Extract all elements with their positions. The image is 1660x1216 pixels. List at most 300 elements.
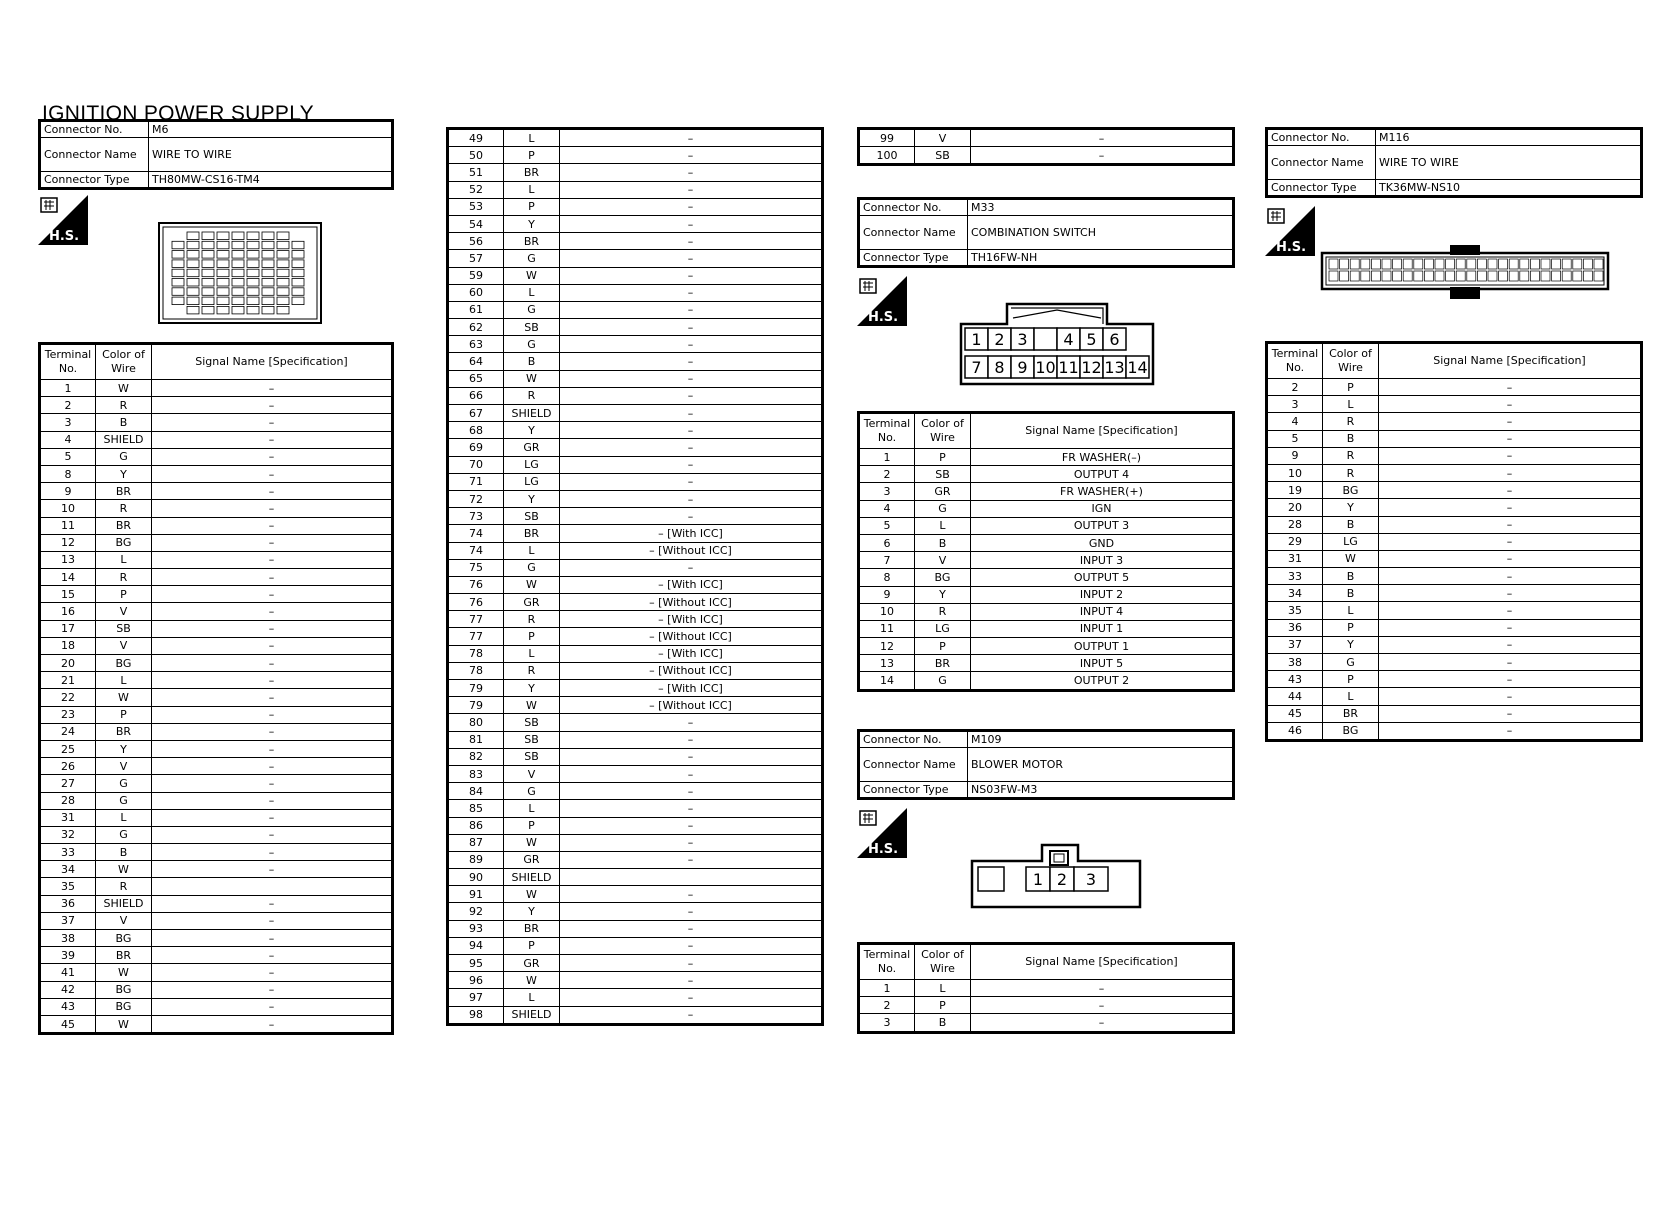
pin-number: 11	[1058, 358, 1079, 377]
table-row	[40, 878, 393, 895]
signal-name-cell: –	[560, 851, 823, 868]
signal-name-cell: –	[152, 431, 393, 448]
terminal-no-cell: 86	[448, 817, 504, 834]
signal-name-cell: INPUT 4	[971, 603, 1234, 620]
wire-color-cell: Y	[96, 465, 152, 482]
wire-color-cell: Y	[504, 422, 560, 439]
signal-name-cell: INPUT 3	[971, 552, 1234, 569]
wire-color-cell: B	[96, 414, 152, 431]
wire-color-cell: L	[96, 551, 152, 568]
connector-pin	[277, 297, 289, 305]
wire-color-cell: B	[1323, 585, 1379, 602]
table-row	[40, 620, 393, 637]
wire-color-cell: BG	[96, 534, 152, 551]
table-row	[40, 534, 393, 551]
table-row	[448, 336, 823, 353]
terminal-no-cell: 53	[448, 198, 504, 215]
terminal-no-cell: 33	[1267, 568, 1323, 585]
table-row	[40, 844, 393, 861]
table-row	[40, 809, 393, 826]
connector-pin	[1340, 259, 1349, 269]
connector-pin	[1435, 271, 1444, 281]
pin-number: 5	[1086, 330, 1097, 349]
signal-name-cell: –	[152, 586, 393, 603]
wire-color-cell: SHIELD	[504, 405, 560, 422]
m6-terminal-table	[38, 342, 394, 1035]
wire-color-cell: V	[915, 129, 971, 147]
table-row	[448, 920, 823, 937]
wire-color-cell: L	[504, 284, 560, 301]
m109-connector-diagram	[970, 843, 1142, 909]
connector-pin	[1424, 271, 1433, 281]
connector-pin	[1530, 271, 1539, 281]
signal-name-cell: OUTPUT 2	[971, 672, 1234, 690]
table-row	[1267, 602, 1642, 619]
connector-pin	[217, 288, 229, 296]
pin-number: 13	[1104, 358, 1125, 377]
wire-color-cell: V	[915, 552, 971, 569]
hs-icon	[1265, 206, 1315, 256]
signal-name-cell: –	[560, 405, 823, 422]
signal-name-cell: –	[560, 473, 823, 490]
connector-name-label: Connector Name	[1267, 146, 1376, 180]
terminal-no-cell: 54	[448, 215, 504, 232]
signal-name-cell: –	[560, 233, 823, 250]
terminal-no-cell: 16	[40, 603, 96, 620]
signal-name-cell: –	[971, 147, 1234, 165]
wire-color-cell: Y	[504, 903, 560, 920]
terminal-no-cell: 1	[40, 380, 96, 397]
pin-number: 4	[1063, 330, 1074, 349]
connector-pin	[1435, 259, 1444, 269]
wire-color-cell: B	[504, 353, 560, 370]
signal-name-header: Signal Name [Specification]	[971, 413, 1234, 449]
terminal-no-cell: 4	[40, 431, 96, 448]
connector-pin	[1382, 259, 1391, 269]
wire-color-cell: GR	[504, 955, 560, 972]
signal-name-cell: –	[560, 834, 823, 851]
terminal-no-cell: 8	[859, 569, 915, 586]
m109-connector-no: M109	[968, 731, 1234, 748]
wire-color-cell: P	[504, 937, 560, 954]
connector-pin	[232, 251, 244, 259]
m33-connector-type: TH16FW-NH	[968, 250, 1234, 267]
terminal-no-cell: 82	[448, 748, 504, 765]
connector-pin	[262, 297, 274, 305]
wire-color-cell: R	[504, 387, 560, 404]
wire-color-cell: G	[96, 826, 152, 843]
wire-color-cell: BG	[1323, 482, 1379, 499]
connector-pin	[292, 279, 304, 287]
signal-name-header: Signal Name [Specification]	[971, 944, 1234, 980]
terminal-no-cell: 81	[448, 731, 504, 748]
connector-pin	[277, 251, 289, 259]
wire-color-cell: W	[504, 834, 560, 851]
connector-pin	[1424, 259, 1433, 269]
table-row	[448, 697, 823, 714]
table-row	[448, 783, 823, 800]
connector-pin	[172, 269, 184, 277]
signal-name-cell: –	[1379, 585, 1642, 602]
terminal-no-cell: 11	[859, 620, 915, 637]
terminal-no-cell: 3	[859, 1014, 915, 1032]
connector-pin	[187, 251, 199, 259]
signal-name-cell: –	[152, 1015, 393, 1033]
table-row	[448, 525, 823, 542]
signal-name-cell: – [Without ICC]	[560, 662, 823, 679]
table-row	[448, 886, 823, 903]
wire-color-cell: G	[504, 783, 560, 800]
wire-color-cell: Y	[504, 490, 560, 507]
terminal-no-cell: 10	[859, 603, 915, 620]
signal-name-cell: –	[152, 706, 393, 723]
signal-name-cell: –	[1379, 705, 1642, 722]
connector-pin	[1329, 271, 1338, 281]
table-row	[40, 740, 393, 757]
table-row	[448, 869, 823, 886]
table-row	[1267, 413, 1642, 430]
table-row	[40, 706, 393, 723]
connector-no-label: Connector No.	[859, 199, 968, 216]
table-row	[859, 483, 1234, 500]
wire-color-cell: R	[1323, 413, 1379, 430]
terminal-no-cell: 92	[448, 903, 504, 920]
wire-color-cell: G	[96, 775, 152, 792]
signal-name-cell: –	[152, 912, 393, 929]
wire-color-cell: W	[96, 380, 152, 397]
wire-color-cell: BR	[96, 483, 152, 500]
signal-name-cell: –	[1379, 568, 1642, 585]
connector-pin	[1403, 271, 1412, 281]
terminal-no-cell: 89	[448, 851, 504, 868]
connector-pin	[202, 279, 214, 287]
connector-pin	[187, 306, 199, 314]
terminal-no-cell: 36	[40, 895, 96, 912]
wire-color-cell: LG	[504, 456, 560, 473]
terminal-no-cell: 36	[1267, 619, 1323, 636]
m116-terminal-table	[1265, 341, 1643, 742]
wire-color-cell: P	[915, 638, 971, 655]
connector-pin	[262, 251, 274, 259]
terminal-no-cell: 44	[1267, 688, 1323, 705]
wire-color-cell: Y	[504, 215, 560, 232]
signal-name-cell: INPUT 2	[971, 586, 1234, 603]
wire-color-cell: R	[96, 878, 152, 895]
connector-pin	[1382, 271, 1391, 281]
signal-name-cell: –	[560, 783, 823, 800]
connector-pin	[1499, 259, 1508, 269]
wire-color-cell: R	[504, 662, 560, 679]
connector-pin	[202, 269, 214, 277]
terminal-no-cell: 35	[1267, 602, 1323, 619]
table-row	[448, 267, 823, 284]
terminal-no-cell: 80	[448, 714, 504, 731]
connector-pin	[277, 232, 289, 240]
terminal-no-cell: 14	[40, 569, 96, 586]
signal-name-cell: –	[1379, 671, 1642, 688]
table-row	[1267, 619, 1642, 636]
terminal-no-cell: 19	[1267, 482, 1323, 499]
connector-pin	[1573, 259, 1582, 269]
terminal-no-cell: 5	[40, 448, 96, 465]
table-row	[448, 611, 823, 628]
signal-name-cell: –	[560, 490, 823, 507]
signal-name-cell: –	[560, 370, 823, 387]
connector-pin	[262, 232, 274, 240]
table-row	[859, 672, 1234, 690]
pin-number: 9	[1017, 358, 1028, 377]
pin-number: 12	[1081, 358, 1102, 377]
wire-color-cell: W	[96, 964, 152, 981]
table-row	[40, 603, 393, 620]
terminal-no-cell: 37	[1267, 636, 1323, 653]
connector-pin	[1509, 271, 1518, 281]
table-row	[448, 250, 823, 267]
table-row	[1267, 533, 1642, 550]
signal-name-cell: –	[560, 353, 823, 370]
table-row	[1267, 722, 1642, 740]
table-row	[448, 387, 823, 404]
table-row	[1267, 654, 1642, 671]
connector-pin	[247, 260, 259, 268]
table-row	[1267, 447, 1642, 464]
signal-name-cell: –	[1379, 516, 1642, 533]
table-row	[40, 500, 393, 517]
pin-cell	[1034, 328, 1057, 350]
connector-pin	[1414, 271, 1423, 281]
signal-name-cell: –	[1379, 379, 1642, 396]
connector-pin	[172, 297, 184, 305]
m33-connector-name: COMBINATION SWITCH	[968, 216, 1234, 250]
connector-pin	[1520, 271, 1529, 281]
wire-color-cell: V	[96, 603, 152, 620]
connector-pin	[1477, 259, 1486, 269]
connector-pin	[232, 288, 244, 296]
terminal-no-cell: 13	[40, 551, 96, 568]
terminal-no-cell: 31	[1267, 550, 1323, 567]
wire-color-cell: R	[96, 397, 152, 414]
table-row	[859, 980, 1234, 997]
terminal-no-cell: 79	[448, 680, 504, 697]
table-row	[448, 215, 823, 232]
signal-name-cell: – [Without ICC]	[560, 628, 823, 645]
table-row	[40, 861, 393, 878]
connector-pin	[232, 297, 244, 305]
terminal-no-cell: 10	[1267, 464, 1323, 481]
signal-name-cell: –	[1379, 447, 1642, 464]
terminal-no-cell: 59	[448, 267, 504, 284]
wire-color-cell: L	[1323, 396, 1379, 413]
signal-name-cell	[152, 878, 393, 895]
hs-label: H.S.	[1275, 240, 1307, 255]
terminal-no-cell: 4	[859, 500, 915, 517]
table-row	[448, 164, 823, 181]
terminal-no-cell: 11	[40, 517, 96, 534]
table-row	[40, 826, 393, 843]
connector-pin	[292, 288, 304, 296]
terminal-no-cell: 2	[859, 466, 915, 483]
terminal-no-cell: 8	[40, 465, 96, 482]
terminal-no-cell: 68	[448, 422, 504, 439]
signal-name-cell: –	[1379, 654, 1642, 671]
terminal-no-cell: 93	[448, 920, 504, 937]
connector-pin	[1361, 271, 1370, 281]
table-row	[859, 534, 1234, 551]
wire-color-cell: SB	[504, 319, 560, 336]
table-row	[448, 748, 823, 765]
table-row	[40, 637, 393, 654]
terminal-no-cell: 73	[448, 508, 504, 525]
terminal-no-cell: 39	[40, 947, 96, 964]
wire-color-cell: BR	[96, 517, 152, 534]
wire-color-cell: LG	[915, 620, 971, 637]
pin-number: 1	[971, 330, 982, 349]
m6-terminal-table-end	[857, 127, 1235, 166]
wire-color-cell: Y	[504, 680, 560, 697]
signal-name-cell: –	[152, 551, 393, 568]
table-row	[40, 981, 393, 998]
terminal-no-cell: 43	[40, 998, 96, 1015]
table-row	[40, 483, 393, 500]
signal-name-cell: –	[1379, 430, 1642, 447]
signal-name-cell: –	[152, 775, 393, 792]
wire-color-cell: R	[1323, 447, 1379, 464]
pin-number: 10	[1035, 358, 1056, 377]
terminal-no-cell: 97	[448, 989, 504, 1006]
table-row	[859, 620, 1234, 637]
wire-color-cell: BR	[96, 723, 152, 740]
connector-pin	[247, 288, 259, 296]
terminal-no-cell: 32	[40, 826, 96, 843]
terminal-no-cell: 52	[448, 181, 504, 198]
connector-pin	[1552, 259, 1561, 269]
m33-info-table	[857, 197, 1235, 268]
table-row	[1267, 482, 1642, 499]
m109-connector-name: BLOWER MOTOR	[968, 748, 1234, 782]
table-row	[448, 301, 823, 318]
terminal-no-cell: 41	[40, 964, 96, 981]
wire-color-cell: BR	[504, 164, 560, 181]
terminal-no-cell: 4	[1267, 413, 1323, 430]
table-row	[40, 397, 393, 414]
wire-color-cell: LG	[504, 473, 560, 490]
m6-terminal-table-continued	[446, 127, 824, 1026]
connector-pin	[262, 241, 274, 249]
table-row	[1267, 430, 1642, 447]
table-row	[448, 198, 823, 215]
wire-color-cell: P	[504, 147, 560, 164]
signal-name-cell: IGN	[971, 500, 1234, 517]
signal-name-cell: –	[152, 758, 393, 775]
terminal-no-cell: 66	[448, 387, 504, 404]
m6-connector-diagram	[158, 222, 322, 324]
connector-pin	[217, 279, 229, 287]
connector-pin	[1499, 271, 1508, 281]
wire-color-cell: L	[504, 542, 560, 559]
terminal-no-cell: 46	[1267, 722, 1323, 740]
m109-info-table	[857, 729, 1235, 800]
connector-pin	[202, 306, 214, 314]
wire-color-cell: BG	[96, 655, 152, 672]
terminal-no-cell: 23	[40, 706, 96, 723]
wire-color-cell: LG	[1323, 533, 1379, 550]
terminal-no-header: Terminal No.	[859, 944, 915, 980]
table-row	[448, 147, 823, 164]
signal-name-cell: OUTPUT 1	[971, 638, 1234, 655]
table-row	[40, 792, 393, 809]
signal-name-cell: –	[560, 800, 823, 817]
table-row	[448, 576, 823, 593]
connector-pin	[247, 279, 259, 287]
wire-color-cell: BR	[504, 233, 560, 250]
table-row	[40, 723, 393, 740]
terminal-no-cell: 99	[859, 129, 915, 147]
wire-color-cell: G	[96, 792, 152, 809]
signal-name-cell: –	[152, 500, 393, 517]
terminal-no-cell: 90	[448, 869, 504, 886]
table-row	[1267, 705, 1642, 722]
signal-name-cell: – [With ICC]	[560, 576, 823, 593]
connector-pin	[1414, 259, 1423, 269]
connector-pin	[1456, 271, 1465, 281]
connector-pin	[232, 260, 244, 268]
wire-color-cell: SB	[96, 620, 152, 637]
terminal-no-cell: 100	[859, 147, 915, 165]
wire-color-cell: W	[504, 886, 560, 903]
signal-name-cell: –	[152, 534, 393, 551]
m116-connector-name: WIRE TO WIRE	[1376, 146, 1642, 180]
signal-name-cell: –	[560, 920, 823, 937]
table-row	[448, 370, 823, 387]
table-row	[1267, 568, 1642, 585]
signal-name-cell: GND	[971, 534, 1234, 551]
table-row	[859, 466, 1234, 483]
table-row	[40, 930, 393, 947]
signal-name-cell: INPUT 5	[971, 655, 1234, 672]
table-row	[859, 655, 1234, 672]
m116-connector-diagram	[1320, 243, 1610, 301]
connector-pin	[1509, 259, 1518, 269]
wire-color-cell: W	[504, 697, 560, 714]
terminal-no-cell: 74	[448, 525, 504, 542]
connector-pin	[1361, 259, 1370, 269]
terminal-no-cell: 57	[448, 250, 504, 267]
wire-color-cell: GR	[504, 594, 560, 611]
connector-pin	[187, 241, 199, 249]
wire-color-cell: G	[1323, 654, 1379, 671]
terminal-no-cell: 20	[1267, 499, 1323, 516]
terminal-no-cell: 20	[40, 655, 96, 672]
wire-color-cell: BR	[504, 525, 560, 542]
connector-pin	[1467, 259, 1476, 269]
connector-pin	[1371, 259, 1380, 269]
color-of-wire-header: Color of Wire	[915, 413, 971, 449]
terminal-no-cell: 29	[1267, 533, 1323, 550]
terminal-no-cell: 37	[40, 912, 96, 929]
wire-color-cell: Y	[1323, 636, 1379, 653]
terminal-no-cell: 17	[40, 620, 96, 637]
pin-number: 14	[1127, 358, 1148, 377]
wire-color-cell: L	[504, 181, 560, 198]
connector-pin	[1393, 259, 1402, 269]
wire-color-cell: Y	[1323, 499, 1379, 516]
signal-name-cell: –	[971, 129, 1234, 147]
connector-pin	[217, 306, 229, 314]
hs-label: H.S.	[48, 229, 80, 244]
connector-name-label: Connector Name	[859, 748, 968, 782]
connector-pin	[217, 251, 229, 259]
signal-name-cell: –	[1379, 413, 1642, 430]
